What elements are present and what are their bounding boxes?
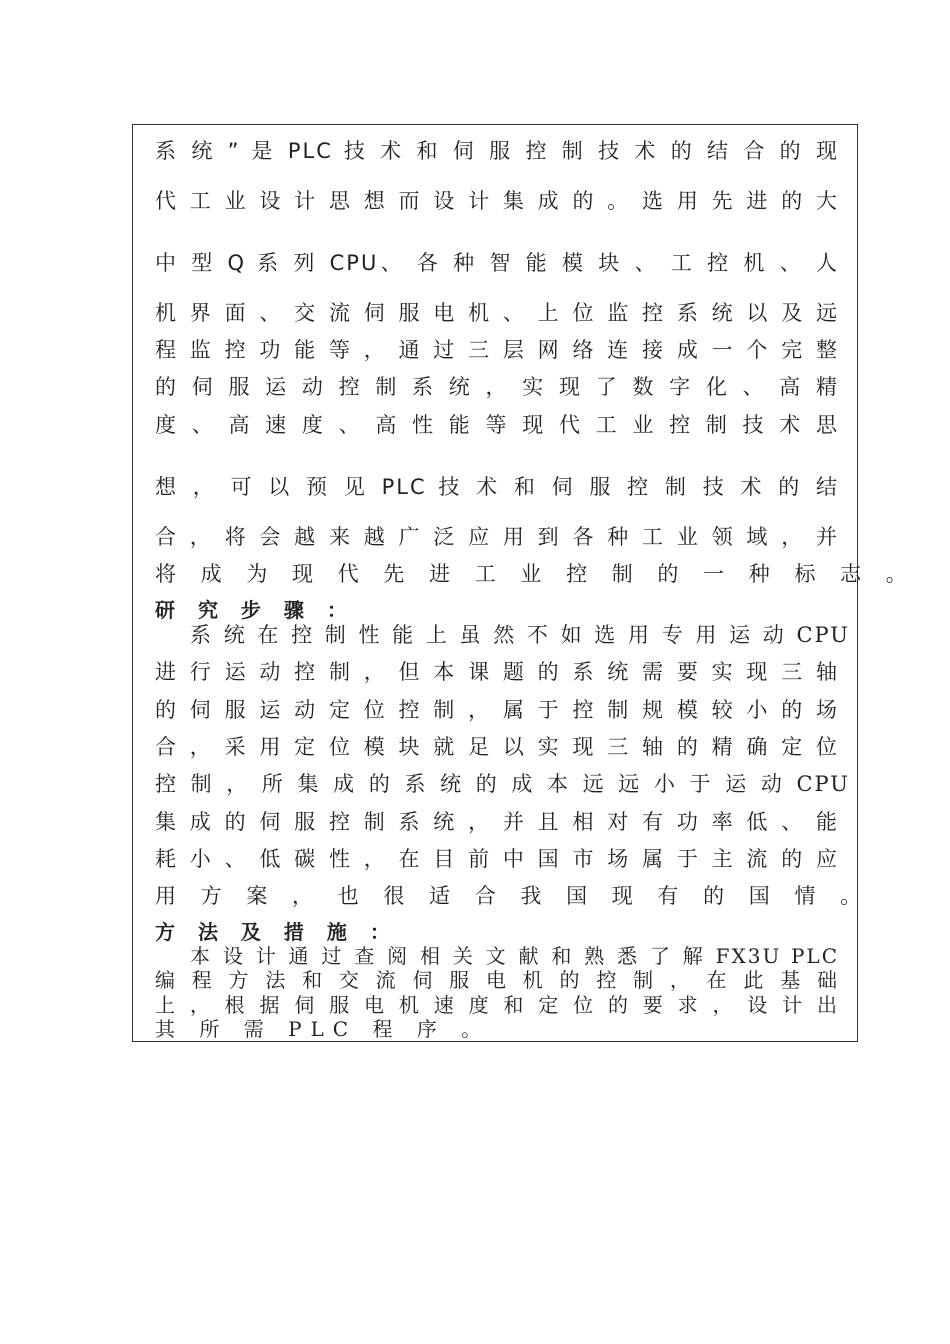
paragraph-line: 耗 小 、 低 碳 性 ， 在 目 前 中 国 市 场 属 于 主 流 的 应 — [155, 847, 839, 871]
paragraph-line: 本 设 计 通 过 查 阅 相 关 文 献 和 熟 悉 了 解 FX3U PLC — [190, 944, 839, 968]
paragraph-line: 其 所 需 PLC 程 序 。 — [155, 1017, 491, 1041]
paragraph-line: 中 型 Q 系 列 CPU、 各 种 智 能 模 块 、 工 控 机 、 人 — [155, 251, 839, 275]
paragraph-line: 程 监 控 功 能 等 ， 通 过 三 层 网 络 连 接 成 一 个 完 整 — [155, 338, 839, 362]
paragraph-line: 机 界 面 、 交 流 伺 服 电 机 、 上 位 监 控 系 统 以 及 远 — [155, 301, 839, 325]
paragraph-line: 集 成 的 伺 服 控 制 系 统 ， 并 且 相 对 有 功 率 低 、 能 — [155, 810, 839, 834]
paragraph-line: 度 、 高 速 度 、 高 性 能 等 现 代 工 业 控 制 技 术 思 — [155, 413, 839, 437]
paragraph-line: 代 工 业 设 计 思 想 而 设 计 集 成 的 。 选 用 先 进 的 大 — [155, 189, 839, 213]
paragraph-line: 用 方 案 ， 也 很 适 合 我 国 现 有 的 国 情 。 — [155, 884, 871, 908]
paragraph-line: 将 成 为 现 代 先 进 工 业 控 制 的 一 种 标 志 。 — [155, 562, 916, 586]
paragraph-line: 编 程 方 法 和 交 流 伺 服 电 机 的 控 制 ， 在 此 基 础 — [155, 968, 839, 992]
paragraph-line: 的 伺 服 运 动 定 位 控 制 ， 属 于 控 制 规 模 较 小 的 场 — [155, 698, 839, 722]
paragraph-line: 系 统 在 控 制 性 能 上 虽 然 不 如 选 用 专 用 运 动 CPU — [190, 623, 850, 647]
paragraph-line: 进 行 运 动 控 制 ， 但 本 课 题 的 系 统 需 要 实 现 三 轴 — [155, 660, 839, 684]
section-heading-methods: 方 法 及 措 施 ： — [155, 920, 398, 944]
paragraph-line: 上 ， 根 据 伺 服 电 机 速 度 和 定 位 的 要 求 ， 设 计 出 — [155, 993, 839, 1017]
paragraph-line: 合 ， 采 用 定 位 模 块 就 足 以 实 现 三 轴 的 精 确 定 位 — [155, 735, 839, 759]
paragraph-line: 的 伺 服 运 动 控 制 系 统 ， 实 现 了 数 字 化 、 高 精 — [155, 375, 839, 399]
paragraph-line: 合 ， 将 会 越 来 越 广 泛 应 用 到 各 种 工 业 领 域 ， 并 — [155, 525, 839, 549]
section-heading-research-steps: 研 究 步 骤 ： — [155, 598, 355, 622]
paragraph-line: 想 ， 可 以 预 见 PLC 技 术 和 伺 服 控 制 技 术 的 结 — [155, 475, 839, 499]
paragraph-line: 控 制 ， 所 集 成 的 系 统 的 成 本 远 远 小 于 运 动 CPU — [155, 772, 850, 796]
paragraph-line: 系 统 ” 是 PLC 技 术 和 伺 服 控 制 技 术 的 结 合 的 现 — [155, 139, 839, 163]
